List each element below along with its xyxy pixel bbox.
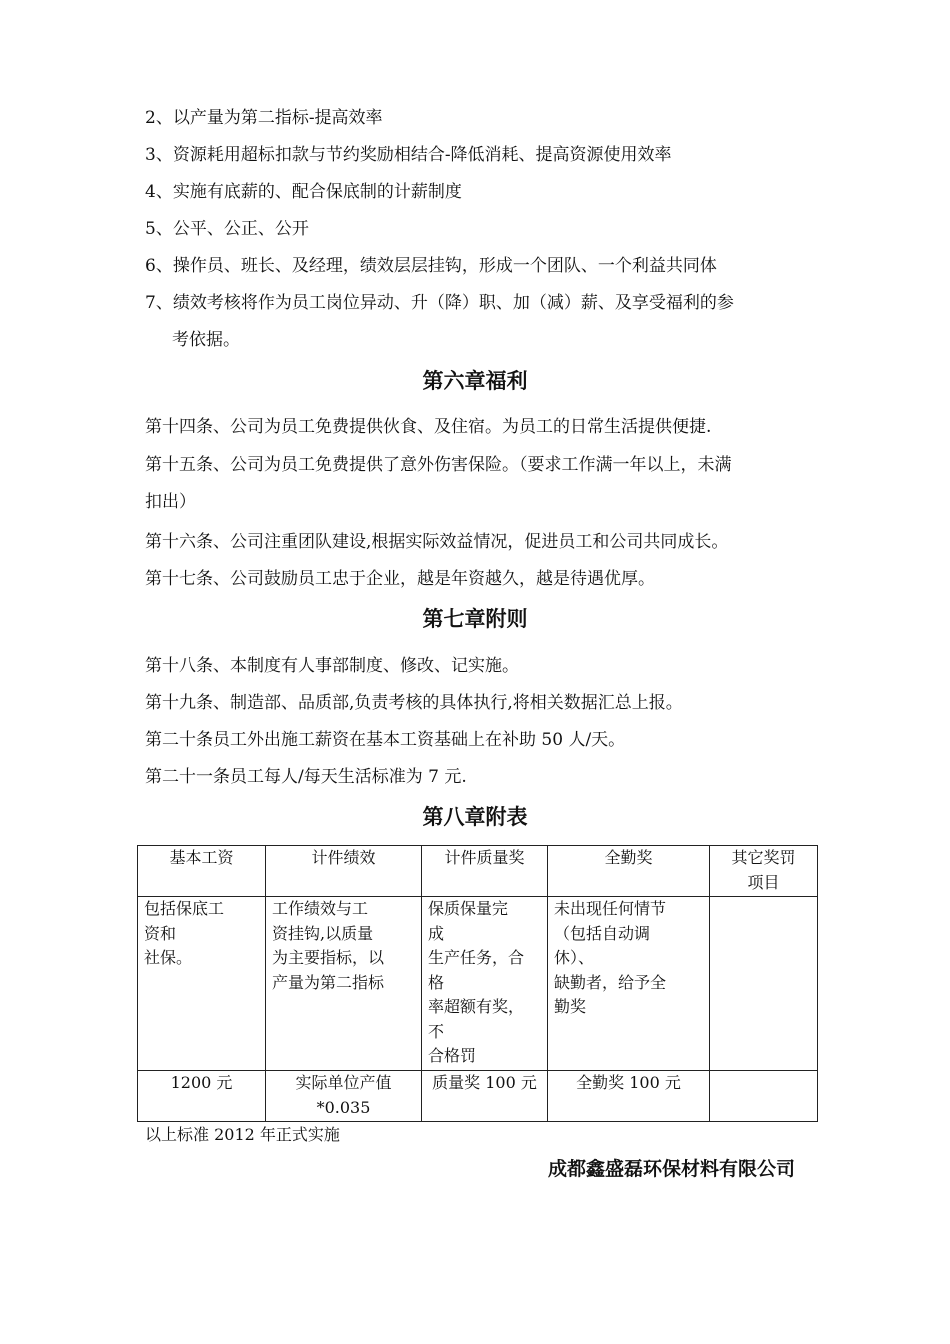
table-cell: [266, 897, 422, 1071]
table-cell: [710, 1071, 818, 1122]
table-cell: [548, 1071, 710, 1122]
chapter8-title: 第八章附表: [422, 805, 528, 829]
table-cell: [138, 1071, 266, 1122]
article-line: 第二十一条员工每人/每天生活标准为 7 元.: [145, 767, 467, 787]
table-cell-line: 成: [428, 923, 445, 943]
table-cell: [138, 897, 266, 1071]
article-line: 第十四条、公司为员工免费提供伙食、及住宿。为员工的日常生活提供便捷.: [145, 417, 712, 437]
table-cell: [266, 1071, 422, 1122]
table-header-cell: [138, 846, 266, 897]
appendix-table: [137, 845, 818, 1122]
table-cell-line: 未出现任何情节: [554, 899, 667, 918]
company-name: 成都鑫盛磊环保材料有限公司: [547, 1158, 795, 1180]
table-row: [138, 897, 818, 1071]
table-cell: [710, 897, 818, 1071]
chapter7-title: 第七章附则: [422, 607, 528, 631]
table-cell-line: 工作绩效与工: [272, 899, 369, 918]
table-cell-line: 项目: [747, 872, 780, 892]
table-row: [138, 1071, 818, 1122]
table-cell-line: 缺勤者，给予全: [554, 972, 667, 992]
principle-line: 2、以产量为第二指标-提高效率: [145, 108, 383, 128]
table-cell-line: 产量为第二指标: [272, 972, 385, 992]
principle-line: 4、实施有底薪的、配合保底制的计薪制度: [145, 182, 462, 202]
table-cell-line: 为主要指标，以: [272, 948, 385, 967]
table-cell-line: 不: [428, 1021, 445, 1041]
table-cell-line: 1200 元: [170, 1073, 233, 1092]
table-cell-line: *0.035: [316, 1097, 371, 1117]
table-cell-line: 勤奖: [554, 997, 587, 1016]
table-cell-line: 资和: [144, 923, 177, 943]
principle-line: 3、资源耗用超标扣款与节约奖励相结合-降低消耗、提高资源使用效率: [145, 145, 672, 165]
table-header-cell: [422, 846, 548, 897]
table-header-cell: [266, 846, 422, 897]
table-cell-line: 保质保量完: [428, 899, 509, 918]
table-header-row: [138, 846, 818, 897]
table-cell-line: 计件质量奖: [444, 848, 525, 867]
table-cell-line: 全勤奖 100 元: [576, 1073, 681, 1092]
principle-line: 7、绩效考核将作为员工岗位异动、升（降）职、加（减）薪、及享受福利的参: [145, 293, 734, 313]
table-cell-line: 全勤奖: [604, 848, 653, 867]
table-cell-line: 基本工资: [169, 848, 234, 867]
table-cell-line: 其它奖罚: [731, 848, 796, 867]
table-cell-line: 实际单位产值: [295, 1073, 392, 1092]
article-line: 第二十条员工外出施工薪资在基本工资基础上在补助 50 人/天。: [145, 730, 626, 750]
table-cell: [422, 897, 548, 1071]
table-cell-line: 合格罚: [428, 1046, 477, 1065]
table-cell-line: （包括自动调: [554, 923, 651, 943]
article-line: 第十六条、公司注重团队建设,根据实际效益情况，促进员工和公司共同成长。: [145, 532, 729, 552]
table-cell-line: 资挂钩,以质量: [272, 923, 374, 943]
article-line: 第十八条、本制度有人事部制度、修改、记实施。: [145, 656, 519, 676]
table-cell-line: 率超额有奖，: [428, 997, 525, 1016]
article-line: 第十九条、制造部、品质部,负责考核的具体执行,将相关数据汇总上报。: [145, 693, 683, 713]
principle-line: 5、公平、公正、公开: [145, 219, 309, 239]
table-cell: [548, 897, 710, 1071]
table-cell-line: 质量奖 100 元: [432, 1073, 537, 1092]
principle-line: 考依据。: [172, 330, 240, 350]
table-cell-line: 格: [428, 972, 445, 992]
table-cell-line: 包括保底工: [144, 899, 225, 918]
table-cell: [422, 1071, 548, 1122]
article-line: 第十七条、公司鼓励员工忠于企业，越是年资越久，越是待遇优厚。: [145, 569, 655, 589]
chapter6-title: 第六章福利: [422, 369, 528, 393]
principle-line: 6、操作员、班长、及经理，绩效层层挂钩，形成一个团队、一个利益共同体: [145, 256, 717, 276]
table-cell-line: 休）、: [554, 948, 595, 967]
table-cell-line: 计件绩效: [311, 848, 376, 867]
implementation-note: 以上标准 2012 年正式实施: [145, 1125, 340, 1144]
article-line: 扣出）: [145, 492, 196, 512]
table-cell-line: 社保。: [144, 948, 193, 967]
table-cell-line: 生产任务，合: [428, 948, 525, 967]
table-header-cell: [710, 846, 818, 897]
table-header-cell: [548, 846, 710, 897]
article-line: 第十五条、公司为员工免费提供了意外伤害保险。（要求工作满一年以上，未满: [145, 455, 732, 475]
